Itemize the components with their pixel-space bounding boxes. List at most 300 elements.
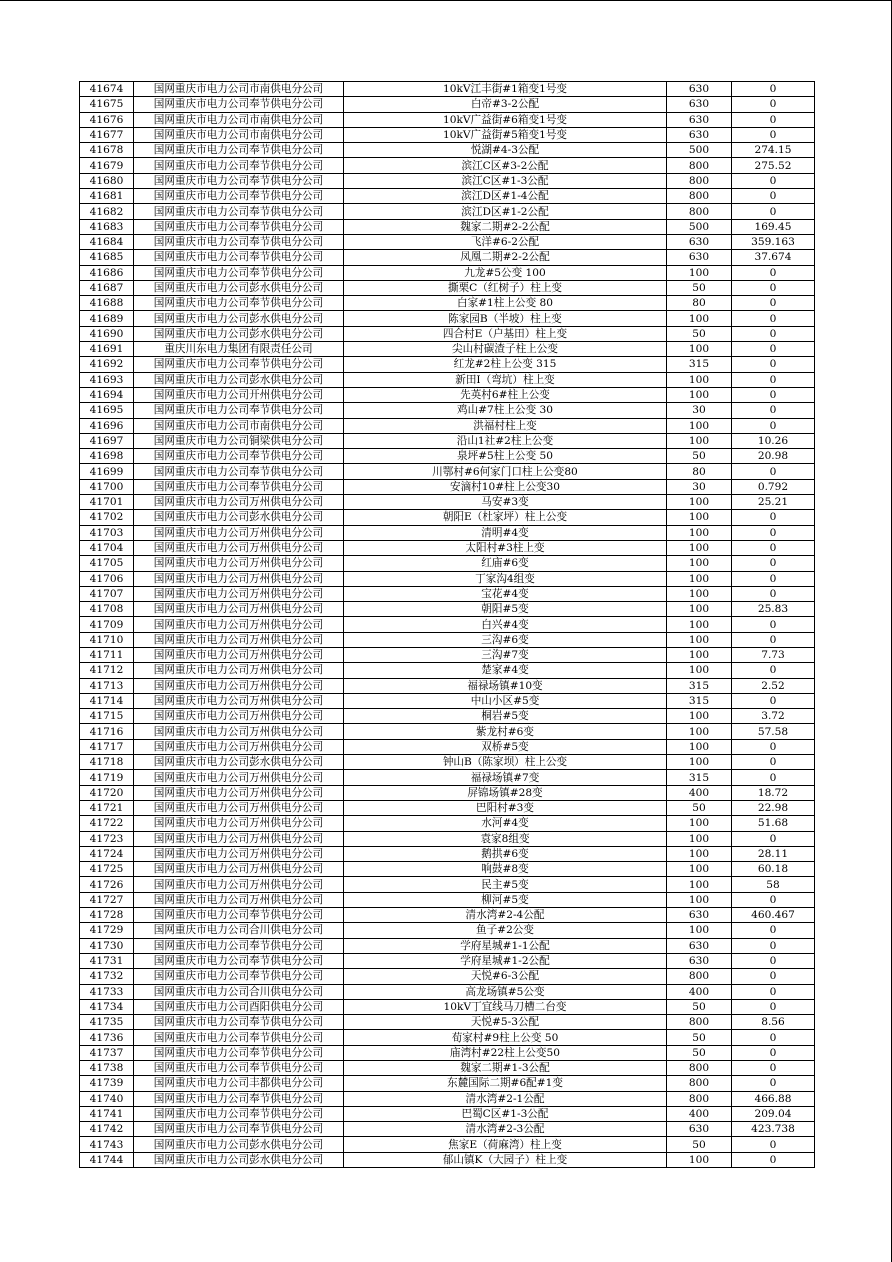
row-id-cell: 41705 — [80, 556, 134, 571]
transformer-name-cell: 新田I（弯坑）柱上变 — [344, 372, 667, 387]
row-id-cell: 41722 — [80, 816, 134, 831]
row-id-cell: 41687 — [80, 280, 134, 295]
row-id-cell: 41674 — [80, 82, 134, 97]
capacity-cell: 400 — [667, 1106, 732, 1121]
company-cell: 国网重庆市电力公司万州供电分公司 — [134, 862, 344, 877]
transformer-name-cell: 楚家#4变 — [344, 663, 667, 678]
value-cell: 0 — [732, 403, 815, 418]
transformer-name-cell: 泉坪#5柱上公变 50 — [344, 449, 667, 464]
transformer-name-cell: 魏家二期#2-2公配 — [344, 219, 667, 234]
row-id-cell: 41675 — [80, 97, 134, 112]
transformer-name-cell: 白帝#3-2公配 — [344, 97, 667, 112]
value-cell: 0 — [732, 112, 815, 127]
company-cell: 国网重庆市电力公司彭水供电分公司 — [134, 1137, 344, 1152]
table-row — [80, 709, 815, 724]
transformer-name-cell: 三沟#6变 — [344, 632, 667, 647]
transformer-name-cell: 滨江D区#1-2公配 — [344, 204, 667, 219]
row-id-cell: 41707 — [80, 586, 134, 601]
value-cell: 0 — [732, 372, 815, 387]
transformer-name-cell: 悦湖#4-3公配 — [344, 143, 667, 158]
row-id-cell: 41720 — [80, 785, 134, 800]
transformer-name-cell: 鱼子#2公变 — [344, 923, 667, 938]
transformer-name-cell: 太阳村#3柱上变 — [344, 540, 667, 555]
transformer-name-cell: 白兴#4变 — [344, 617, 667, 632]
transformer-name-cell: 中山小区#5变 — [344, 693, 667, 708]
company-cell: 国网重庆市电力公司市南供电分公司 — [134, 112, 344, 127]
transformer-name-cell: 滨江C区#3-2公配 — [344, 158, 667, 173]
page-top-border — [0, 0, 892, 1]
company-cell: 国网重庆市电力公司奉节供电分公司 — [134, 1030, 344, 1045]
capacity-cell: 630 — [667, 97, 732, 112]
value-cell: 0 — [732, 1137, 815, 1152]
capacity-cell: 100 — [667, 877, 732, 892]
table-row — [80, 495, 815, 510]
value-cell: 10.26 — [732, 433, 815, 448]
transformer-name-cell: 飞洋#6-2公配 — [344, 234, 667, 249]
transformer-name-cell: 鸡山#7柱上公变 30 — [344, 403, 667, 418]
table-row — [80, 831, 815, 846]
row-id-cell: 41688 — [80, 296, 134, 311]
value-cell: 460.467 — [732, 908, 815, 923]
table-row — [80, 862, 815, 877]
value-cell: 0 — [732, 311, 815, 326]
company-cell: 国网重庆市电力公司奉节供电分公司 — [134, 173, 344, 188]
company-cell: 国网重庆市电力公司奉节供电分公司 — [134, 1045, 344, 1060]
company-cell: 国网重庆市电力公司奉节供电分公司 — [134, 908, 344, 923]
table-row — [80, 693, 815, 708]
value-cell: 466.88 — [732, 1091, 815, 1106]
row-id-cell: 41678 — [80, 143, 134, 158]
table-row — [80, 357, 815, 372]
table-row — [80, 770, 815, 785]
company-cell: 国网重庆市电力公司铜梁供电分公司 — [134, 433, 344, 448]
capacity-cell: 50 — [667, 326, 732, 341]
table-row — [80, 433, 815, 448]
transformer-name-cell: 袁家8组变 — [344, 831, 667, 846]
company-cell: 国网重庆市电力公司万州供电分公司 — [134, 800, 344, 815]
row-id-cell: 41729 — [80, 923, 134, 938]
capacity-cell: 100 — [667, 556, 732, 571]
value-cell: 274.15 — [732, 143, 815, 158]
capacity-cell: 100 — [667, 647, 732, 662]
capacity-cell: 800 — [667, 1076, 732, 1091]
row-id-cell: 41713 — [80, 678, 134, 693]
company-cell: 国网重庆市电力公司万州供电分公司 — [134, 602, 344, 617]
table-row — [80, 311, 815, 326]
value-cell: 0 — [732, 938, 815, 953]
row-id-cell: 41732 — [80, 969, 134, 984]
value-cell: 0 — [732, 387, 815, 402]
table-row — [80, 525, 815, 540]
company-cell: 国网重庆市电力公司奉节供电分公司 — [134, 969, 344, 984]
company-cell: 重庆川东电力集团有限责任公司 — [134, 342, 344, 357]
transformer-name-cell: 滨江C区#1-3公配 — [344, 173, 667, 188]
row-id-cell: 41686 — [80, 265, 134, 280]
capacity-cell: 100 — [667, 663, 732, 678]
value-cell: 0 — [732, 173, 815, 188]
capacity-cell: 100 — [667, 540, 732, 555]
value-cell: 25.83 — [732, 602, 815, 617]
row-id-cell: 41717 — [80, 739, 134, 754]
transformer-name-cell: 庙湾村#22柱上公变50 — [344, 1045, 667, 1060]
value-cell: 0 — [732, 326, 815, 341]
table-row — [80, 127, 815, 142]
value-cell: 0 — [732, 280, 815, 295]
capacity-cell: 100 — [667, 862, 732, 877]
table-row — [80, 173, 815, 188]
transformer-name-cell: 先英村6#柱上公变 — [344, 387, 667, 402]
capacity-cell: 100 — [667, 510, 732, 525]
value-cell: 0 — [732, 540, 815, 555]
company-cell: 国网重庆市电力公司奉节供电分公司 — [134, 296, 344, 311]
table-row — [80, 372, 815, 387]
company-cell: 国网重庆市电力公司奉节供电分公司 — [134, 265, 344, 280]
value-cell: 0 — [732, 984, 815, 999]
table-row — [80, 510, 815, 525]
capacity-cell: 50 — [667, 800, 732, 815]
table-row — [80, 785, 815, 800]
transformer-name-cell: 清水湾#2-4公配 — [344, 908, 667, 923]
value-cell: 0 — [732, 770, 815, 785]
value-cell: 22.98 — [732, 800, 815, 815]
value-cell: 20.98 — [732, 449, 815, 464]
company-cell: 国网重庆市电力公司万州供电分公司 — [134, 556, 344, 571]
row-id-cell: 41743 — [80, 1137, 134, 1152]
capacity-cell: 800 — [667, 969, 732, 984]
table-row — [80, 938, 815, 953]
row-id-cell: 41711 — [80, 647, 134, 662]
row-id-cell: 41695 — [80, 403, 134, 418]
company-cell: 国网重庆市电力公司万州供电分公司 — [134, 525, 344, 540]
company-cell: 国网重庆市电力公司市南供电分公司 — [134, 418, 344, 433]
company-cell: 国网重庆市电力公司合川供电分公司 — [134, 984, 344, 999]
company-cell: 国网重庆市电力公司奉节供电分公司 — [134, 143, 344, 158]
value-cell: 0 — [732, 739, 815, 754]
table-row — [80, 678, 815, 693]
transformer-name-cell: 四合村E（户基田）柱上变 — [344, 326, 667, 341]
capacity-cell: 400 — [667, 785, 732, 800]
row-id-cell: 41694 — [80, 387, 134, 402]
table-row — [80, 296, 815, 311]
value-cell: 209.04 — [732, 1106, 815, 1121]
row-id-cell: 41738 — [80, 1061, 134, 1076]
table-row — [80, 387, 815, 402]
table-row — [80, 984, 815, 999]
row-id-cell: 41716 — [80, 724, 134, 739]
row-id-cell: 41712 — [80, 663, 134, 678]
capacity-cell: 100 — [667, 342, 732, 357]
value-cell: 2.52 — [732, 678, 815, 693]
value-cell: 0 — [732, 464, 815, 479]
transformer-name-cell: 学府星城#1-2公配 — [344, 953, 667, 968]
company-cell: 国网重庆市电力公司奉节供电分公司 — [134, 250, 344, 265]
capacity-cell: 800 — [667, 173, 732, 188]
table-row — [80, 418, 815, 433]
row-id-cell: 41715 — [80, 709, 134, 724]
transformer-name-cell: 九龙#5公变 100 — [344, 265, 667, 280]
row-id-cell: 41723 — [80, 831, 134, 846]
row-id-cell: 41708 — [80, 602, 134, 617]
row-id-cell: 41724 — [80, 846, 134, 861]
capacity-cell: 315 — [667, 693, 732, 708]
value-cell: 0 — [732, 556, 815, 571]
table-row — [80, 647, 815, 662]
row-id-cell: 41714 — [80, 693, 134, 708]
row-id-cell: 41698 — [80, 449, 134, 464]
value-cell: 423.738 — [732, 1122, 815, 1137]
capacity-cell: 100 — [667, 418, 732, 433]
value-cell: 0 — [732, 586, 815, 601]
table-row — [80, 1152, 815, 1167]
value-cell: 0 — [732, 342, 815, 357]
transformer-name-cell: 柳河#5变 — [344, 892, 667, 907]
company-cell: 国网重庆市电力公司丰都供电分公司 — [134, 1076, 344, 1091]
row-id-cell: 41733 — [80, 984, 134, 999]
capacity-cell: 80 — [667, 464, 732, 479]
company-cell: 国网重庆市电力公司奉节供电分公司 — [134, 1091, 344, 1106]
table-row — [80, 143, 815, 158]
row-id-cell: 41740 — [80, 1091, 134, 1106]
table-row — [80, 158, 815, 173]
row-id-cell: 41676 — [80, 112, 134, 127]
company-cell: 国网重庆市电力公司万州供电分公司 — [134, 632, 344, 647]
table-row — [80, 234, 815, 249]
capacity-cell: 800 — [667, 189, 732, 204]
table-row — [80, 571, 815, 586]
company-cell: 国网重庆市电力公司奉节供电分公司 — [134, 97, 344, 112]
table-row — [80, 999, 815, 1014]
table-row — [80, 1106, 815, 1121]
company-cell: 国网重庆市电力公司万州供电分公司 — [134, 540, 344, 555]
value-cell: 0 — [732, 525, 815, 540]
table-row — [80, 204, 815, 219]
row-id-cell: 41730 — [80, 938, 134, 953]
capacity-cell: 315 — [667, 678, 732, 693]
transformer-name-cell: 朝阳#5变 — [344, 602, 667, 617]
row-id-cell: 41726 — [80, 877, 134, 892]
company-cell: 国网重庆市电力公司彭水供电分公司 — [134, 372, 344, 387]
value-cell: 169.45 — [732, 219, 815, 234]
capacity-cell: 630 — [667, 250, 732, 265]
table-row — [80, 1015, 815, 1030]
company-cell: 国网重庆市电力公司奉节供电分公司 — [134, 953, 344, 968]
company-cell: 国网重庆市电力公司万州供电分公司 — [134, 846, 344, 861]
row-id-cell: 41680 — [80, 173, 134, 188]
table-row — [80, 479, 815, 494]
row-id-cell: 41728 — [80, 908, 134, 923]
table-row — [80, 724, 815, 739]
value-cell: 0 — [732, 510, 815, 525]
company-cell: 国网重庆市电力公司奉节供电分公司 — [134, 1122, 344, 1137]
transformer-name-cell: 红龙#2柱上公变 315 — [344, 357, 667, 372]
value-cell: 0 — [732, 1030, 815, 1045]
transformer-name-cell: 荀家村#9柱上公变 50 — [344, 1030, 667, 1045]
transformer-name-cell: 10kV丁宜线马刀槽二台变 — [344, 999, 667, 1014]
row-id-cell: 41704 — [80, 540, 134, 555]
value-cell: 0 — [732, 571, 815, 586]
capacity-cell: 100 — [667, 433, 732, 448]
transformer-name-cell: 响鼓#8变 — [344, 862, 667, 877]
transformer-name-cell: 尖山村碳渣子柱上公变 — [344, 342, 667, 357]
capacity-cell: 30 — [667, 479, 732, 494]
row-id-cell: 41681 — [80, 189, 134, 204]
capacity-cell: 100 — [667, 831, 732, 846]
transformer-name-cell: 清水湾#2-1公配 — [344, 1091, 667, 1106]
row-id-cell: 41682 — [80, 204, 134, 219]
table-row — [80, 250, 815, 265]
capacity-cell: 100 — [667, 586, 732, 601]
row-id-cell: 41692 — [80, 357, 134, 372]
transformer-name-cell: 学府星城#1-1公配 — [344, 938, 667, 953]
value-cell: 3.72 — [732, 709, 815, 724]
capacity-cell: 315 — [667, 770, 732, 785]
row-id-cell: 41700 — [80, 479, 134, 494]
company-cell: 国网重庆市电力公司万州供电分公司 — [134, 892, 344, 907]
row-id-cell: 41683 — [80, 219, 134, 234]
value-cell: 0 — [732, 418, 815, 433]
transformer-name-cell: 钟山B（陈家坝）柱上公变 — [344, 755, 667, 770]
company-cell: 国网重庆市电力公司奉节供电分公司 — [134, 1106, 344, 1121]
value-cell: 0 — [732, 663, 815, 678]
company-cell: 国网重庆市电力公司酉阳供电分公司 — [134, 999, 344, 1014]
value-cell: 0 — [732, 632, 815, 647]
capacity-cell: 50 — [667, 280, 732, 295]
capacity-cell: 100 — [667, 495, 732, 510]
company-cell: 国网重庆市电力公司奉节供电分公司 — [134, 204, 344, 219]
transformer-name-cell: 凤凰二期#2-2公配 — [344, 250, 667, 265]
company-cell: 国网重庆市电力公司万州供电分公司 — [134, 663, 344, 678]
row-id-cell: 41702 — [80, 510, 134, 525]
capacity-cell: 100 — [667, 632, 732, 647]
company-cell: 国网重庆市电力公司万州供电分公司 — [134, 617, 344, 632]
value-cell: 25.21 — [732, 495, 815, 510]
table-row — [80, 449, 815, 464]
company-cell: 国网重庆市电力公司彭水供电分公司 — [134, 1152, 344, 1167]
table-row — [80, 1061, 815, 1076]
capacity-cell: 50 — [667, 1030, 732, 1045]
value-cell: 275.52 — [732, 158, 815, 173]
row-id-cell: 41677 — [80, 127, 134, 142]
company-cell: 国网重庆市电力公司万州供电分公司 — [134, 724, 344, 739]
table-row — [80, 1045, 815, 1060]
transformer-name-cell: 丁家沟4组变 — [344, 571, 667, 586]
transformer-name-cell: 焦家E（荷麻湾）柱上变 — [344, 1137, 667, 1152]
table-body — [80, 82, 815, 1168]
row-id-cell: 41742 — [80, 1122, 134, 1137]
capacity-cell: 100 — [667, 816, 732, 831]
transformer-name-cell: 10kV广益街#6箱变1号变 — [344, 112, 667, 127]
row-id-cell: 41685 — [80, 250, 134, 265]
table-row — [80, 953, 815, 968]
transformer-name-cell: 福禄场镇#10变 — [344, 678, 667, 693]
table-row — [80, 189, 815, 204]
row-id-cell: 41721 — [80, 800, 134, 815]
capacity-cell: 630 — [667, 112, 732, 127]
transformer-name-cell: 紫龙村#6变 — [344, 724, 667, 739]
value-cell: 0 — [732, 892, 815, 907]
value-cell: 8.56 — [732, 1015, 815, 1030]
capacity-cell: 400 — [667, 984, 732, 999]
row-id-cell: 41719 — [80, 770, 134, 785]
table-row — [80, 265, 815, 280]
company-cell: 国网重庆市电力公司万州供电分公司 — [134, 678, 344, 693]
row-id-cell: 41696 — [80, 418, 134, 433]
company-cell: 国网重庆市电力公司万州供电分公司 — [134, 877, 344, 892]
company-cell: 国网重庆市电力公司合川供电分公司 — [134, 923, 344, 938]
capacity-cell: 800 — [667, 1091, 732, 1106]
table-row — [80, 877, 815, 892]
company-cell: 国网重庆市电力公司奉节供电分公司 — [134, 479, 344, 494]
table-row — [80, 663, 815, 678]
value-cell: 0 — [732, 82, 815, 97]
company-cell: 国网重庆市电力公司万州供电分公司 — [134, 586, 344, 601]
value-cell: 0 — [732, 357, 815, 372]
row-id-cell: 41706 — [80, 571, 134, 586]
transformer-name-cell: 民主#5变 — [344, 877, 667, 892]
company-cell: 国网重庆市电力公司彭水供电分公司 — [134, 510, 344, 525]
row-id-cell: 41703 — [80, 525, 134, 540]
table-row — [80, 342, 815, 357]
company-cell: 国网重庆市电力公司奉节供电分公司 — [134, 1061, 344, 1076]
company-cell: 国网重庆市电力公司彭水供电分公司 — [134, 280, 344, 295]
table-row — [80, 1122, 815, 1137]
row-id-cell: 41737 — [80, 1045, 134, 1060]
transformer-name-cell: 安滴村10#柱上公变30 — [344, 479, 667, 494]
table-row — [80, 1030, 815, 1045]
transformer-name-cell: 天悦#5-3公配 — [344, 1015, 667, 1030]
company-cell: 国网重庆市电力公司市南供电分公司 — [134, 82, 344, 97]
transformer-name-cell: 陈家园B（半坡）柱上变 — [344, 311, 667, 326]
capacity-cell: 50 — [667, 449, 732, 464]
row-id-cell: 41731 — [80, 953, 134, 968]
table-row — [80, 632, 815, 647]
row-id-cell: 41727 — [80, 892, 134, 907]
company-cell: 国网重庆市电力公司万州供电分公司 — [134, 571, 344, 586]
capacity-cell: 100 — [667, 525, 732, 540]
transformer-name-cell: 沿山1社#2柱上公变 — [344, 433, 667, 448]
value-cell: 0 — [732, 755, 815, 770]
transformer-name-cell: 水河#4变 — [344, 816, 667, 831]
value-cell: 359.163 — [732, 234, 815, 249]
capacity-cell: 315 — [667, 357, 732, 372]
value-cell: 0 — [732, 1152, 815, 1167]
row-id-cell: 41679 — [80, 158, 134, 173]
table-row — [80, 464, 815, 479]
company-cell: 国网重庆市电力公司万州供电分公司 — [134, 693, 344, 708]
row-id-cell: 41684 — [80, 234, 134, 249]
transformer-name-cell: 巴阳村#3变 — [344, 800, 667, 815]
value-cell: 0 — [732, 189, 815, 204]
company-cell: 国网重庆市电力公司奉节供电分公司 — [134, 189, 344, 204]
transformer-name-cell: 巴蜀C区#1-3公配 — [344, 1106, 667, 1121]
value-cell: 0 — [732, 97, 815, 112]
company-cell: 国网重庆市电力公司彭水供电分公司 — [134, 311, 344, 326]
value-cell: 60.18 — [732, 862, 815, 877]
row-id-cell: 41709 — [80, 617, 134, 632]
capacity-cell: 80 — [667, 296, 732, 311]
transformer-name-cell: 福禄场镇#7变 — [344, 770, 667, 785]
value-cell: 0 — [732, 1061, 815, 1076]
table-row — [80, 755, 815, 770]
company-cell: 国网重庆市电力公司奉节供电分公司 — [134, 449, 344, 464]
table-row — [80, 800, 815, 815]
table-row — [80, 556, 815, 571]
value-cell: 0 — [732, 923, 815, 938]
transformer-name-cell: 天悦#6-3公配 — [344, 969, 667, 984]
table-row — [80, 112, 815, 127]
capacity-cell: 100 — [667, 846, 732, 861]
company-cell: 国网重庆市电力公司万州供电分公司 — [134, 770, 344, 785]
